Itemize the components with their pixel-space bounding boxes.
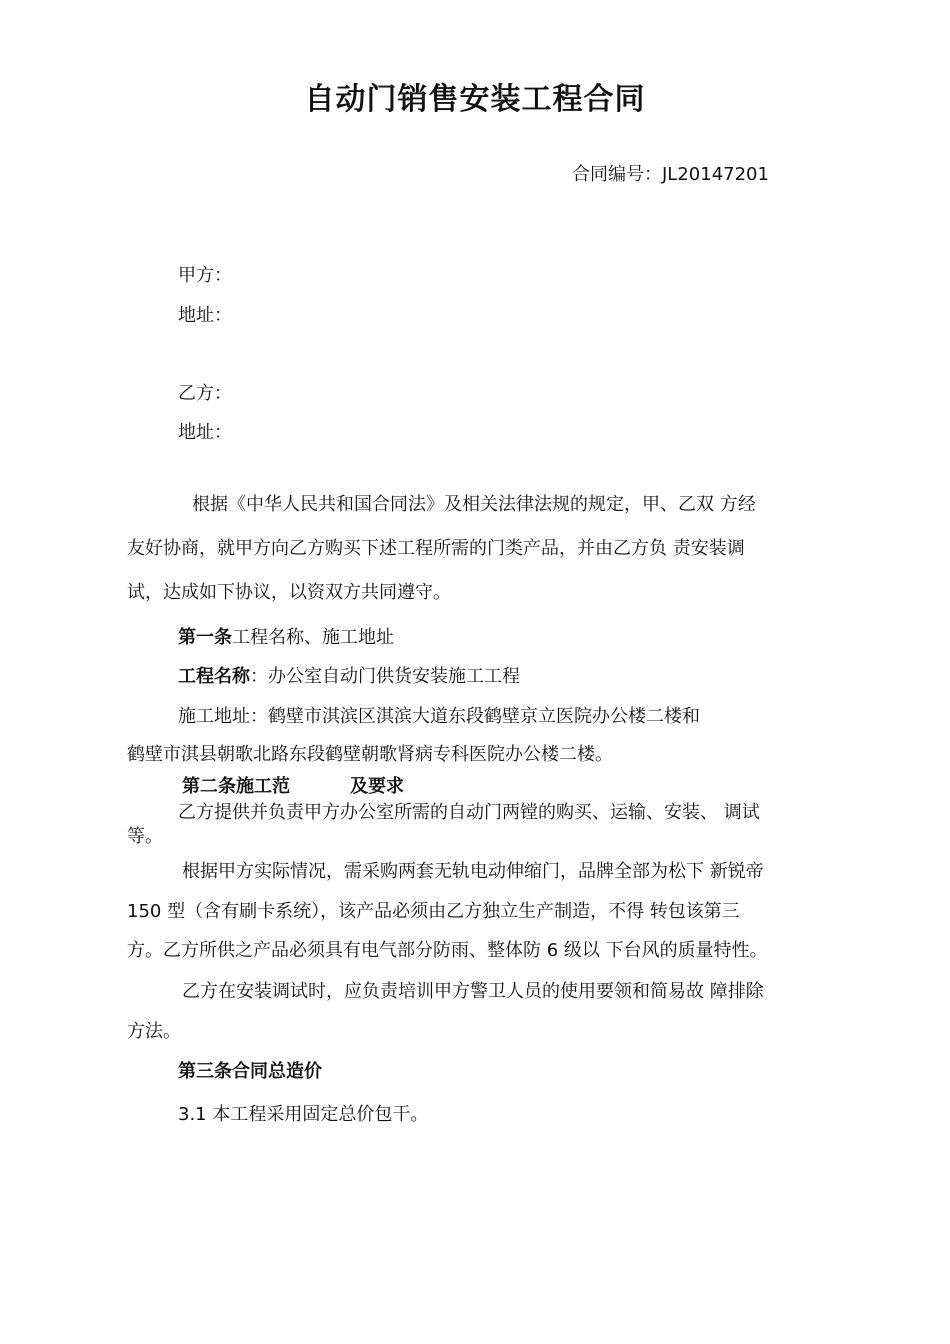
- preamble-line-3: 试，达成如下协议，以资双方共同遵守。: [127, 582, 451, 603]
- party-b-label: 乙方：: [178, 383, 232, 404]
- article3-item1: 3.1 本工程采用固定总价包干。: [178, 1104, 429, 1125]
- article2-para1-line2: 等。: [127, 826, 163, 847]
- preamble-line-2: 友好协商，就甲方向乙方购买下述工程所需的门类产品，并由乙方负 责安装调: [127, 538, 745, 559]
- contract-number: [572, 163, 769, 187]
- project-name-label: 工程名称: [178, 666, 250, 687]
- project-name-value: ：办公室自动门供货安装施工工程: [250, 666, 520, 687]
- site-address-line-2: 鹤壁市淇县朝歌北路东段鹤壁朝歌肾病专科医院办公楼二楼。: [127, 744, 613, 765]
- article2-para3-line1: 乙方在安装调试时，应负责培训甲方警卫人员的使用要领和简易故 障排除: [182, 981, 764, 1002]
- article2-para2-line1: 根据甲方实际情况，需采购两套无轨电动伸缩门，品牌全部为松下 新锐帝: [182, 861, 764, 882]
- article2-heading-part1: 第二条施工范: [182, 776, 290, 797]
- article2-para2-line3: 方。乙方所供之产品必须具有电气部分防雨、整体防 6 级以 下台风的质量特性。: [127, 940, 768, 961]
- party-a-label: 甲方：: [178, 265, 232, 286]
- article2-heading-part2: 及要求: [350, 776, 404, 797]
- contract-number-label: 合同编号：: [572, 164, 662, 185]
- party-a-address-label: 地址：: [178, 305, 232, 326]
- article1-title: 工程名称、施工地址: [232, 627, 394, 648]
- article1-heading: [178, 626, 394, 650]
- site-address-line-1: 施工地址：鹤壁市淇滨区淇滨大道东段鹤壁京立医院办公楼二楼和: [178, 706, 700, 727]
- page-title: 自动门销售安装工程合同: [304, 82, 646, 117]
- article2-para3-line2: 方法。: [127, 1021, 181, 1042]
- preamble-line-1: 根据《中华人民共和国合同法》及相关法律法规的规定，甲、乙双 方经: [192, 494, 756, 515]
- article1-number: 第一条: [178, 627, 232, 648]
- article3-heading: 第三条合同总造价: [178, 1061, 322, 1082]
- party-b-address-label: 地址：: [178, 422, 232, 443]
- project-name-line: [178, 665, 520, 689]
- contract-number-value: JL20147201: [662, 164, 769, 185]
- article2-para2-line2: 150 型（含有刷卡系统），该产品必须由乙方独立生产制造，不得 转包该第三: [127, 901, 740, 922]
- article2-para1-line1: 乙方提供并负责甲方办公室所需的自动门两镗的购买、运输、安装、 调试: [178, 802, 760, 823]
